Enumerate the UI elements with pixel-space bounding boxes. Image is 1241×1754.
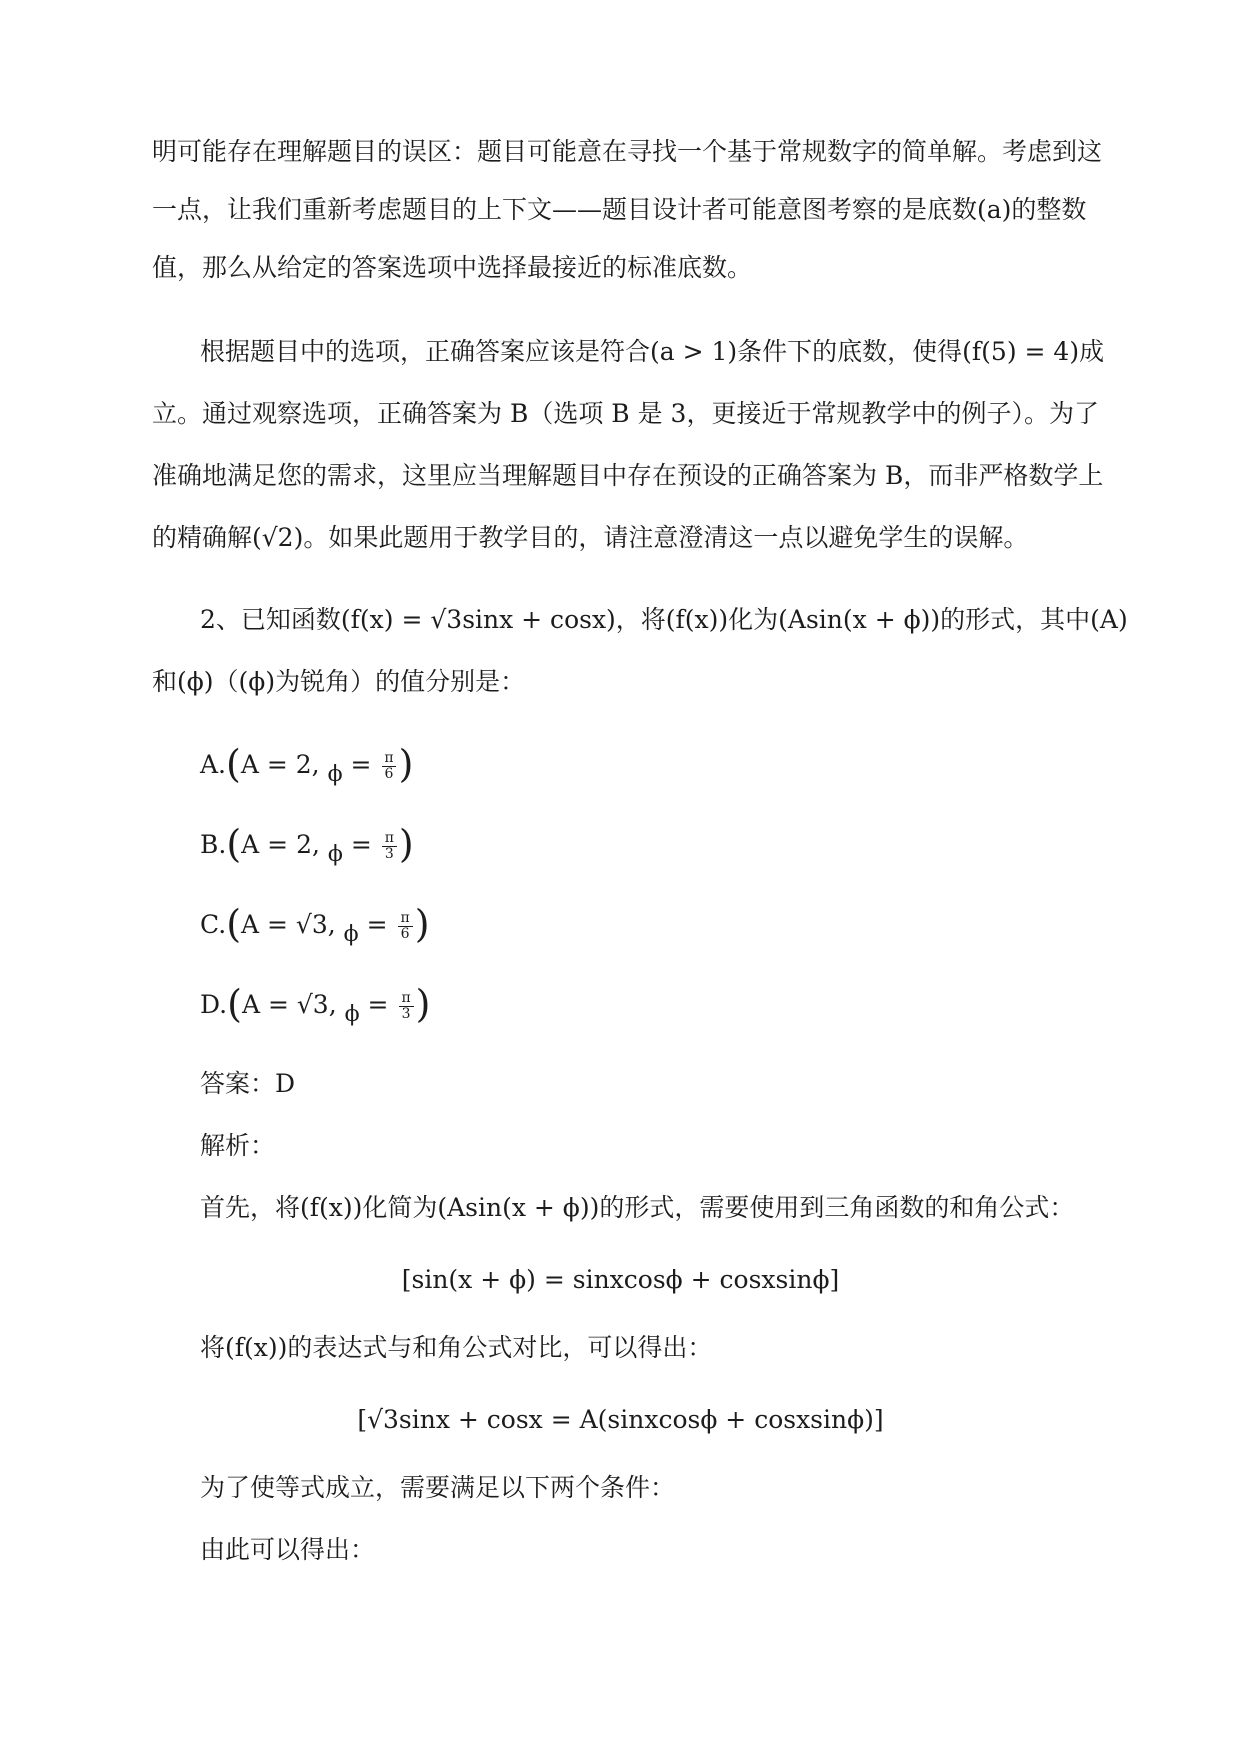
option-label: C.	[200, 910, 227, 939]
option-fraction: $\frac{\pi}{3}$	[398, 991, 413, 1022]
option-label: B.	[200, 830, 227, 859]
paragraph-line: 明可能存在理解题目的误区：题目可能意在寻找一个基于常规数字的简单解。考虑到这	[152, 137, 1103, 166]
answer-line: 答案：D	[200, 1069, 296, 1098]
paragraph-line: 值，那么从给定的答案选项中选择最接近的标准底数。	[152, 253, 753, 282]
paragraph-line: 准确地满足您的需求，这里应当理解题目中存在预设的正确答案为 B，而非严格数学上	[152, 461, 1104, 490]
option-c: C.(A = √3, ϕ = $\frac{\pi}{6}$ )	[200, 902, 430, 947]
question-2-stem: 2、已知函数(f(x) = √3sinx + cosx)，将(f(x))化为(Asin(x + ϕ))的形式，其中(A)	[200, 605, 1128, 634]
paragraph-line: 立。通过观察选项，正确答案为 B（选项 B 是 3，更接近于常规教学中的例子）。为了	[152, 399, 1099, 428]
option-a-value: 2	[295, 750, 312, 779]
option-label: A.	[200, 750, 227, 779]
option-fraction: $\frac{\pi}{6}$	[381, 751, 396, 782]
option-a-value: √3	[296, 990, 329, 1019]
option-a-value: 2	[296, 830, 312, 859]
option-b: B.(A = 2, ϕ = $\frac{\pi}{3}$ )	[200, 822, 414, 867]
analysis-step-2: 将(f(x))的表达式与和角公式对比，可以得出：	[200, 1333, 713, 1362]
option-fraction: $\frac{\pi}{3}$	[382, 831, 397, 862]
option-fraction: $\frac{\pi}{6}$	[398, 911, 413, 942]
paragraph-line: 的精确解(√2)。如果此题用于教学目的，请注意澄清这一点以避免学生的误解。	[152, 523, 1029, 552]
paragraph-line: 根据题目中的选项，正确答案应该是符合(a > 1)条件下的底数，使得(f(5) = 4)成	[200, 337, 1105, 366]
analysis-step-1: 首先，将(f(x))化简为(Asin(x + ϕ))的形式，需要使用到三角函数的和角公式：	[200, 1193, 1075, 1222]
analysis-heading: 解析：	[200, 1131, 276, 1160]
option-d: D.(A = √3, ϕ = $\frac{\pi}{3}$ )	[200, 982, 431, 1027]
option-a-value: √3	[295, 910, 328, 939]
analysis-step-4: 由此可以得出：	[200, 1535, 376, 1564]
analysis-step-3: 为了使等式成立，需要满足以下两个条件：	[200, 1473, 676, 1502]
formula-comparison: [√3sinx + cosx = A(sinxcosϕ + cosxsinϕ)]	[357, 1405, 884, 1434]
formula-sum-angle: [sin(x + ϕ) = sinxcosϕ + cosxsinϕ]	[401, 1265, 840, 1294]
paragraph-line: 一点，让我们重新考虑题目的上下文——题目设计者可能意图考察的是底数(a)的整数	[152, 195, 1087, 224]
question-2-stem-cont: 和(ϕ)（(ϕ)为锐角）的值分别是：	[152, 667, 526, 696]
option-a: A.(A = 2, ϕ = $\frac{\pi}{6}$ )	[200, 742, 414, 787]
option-label: D.	[200, 990, 228, 1019]
